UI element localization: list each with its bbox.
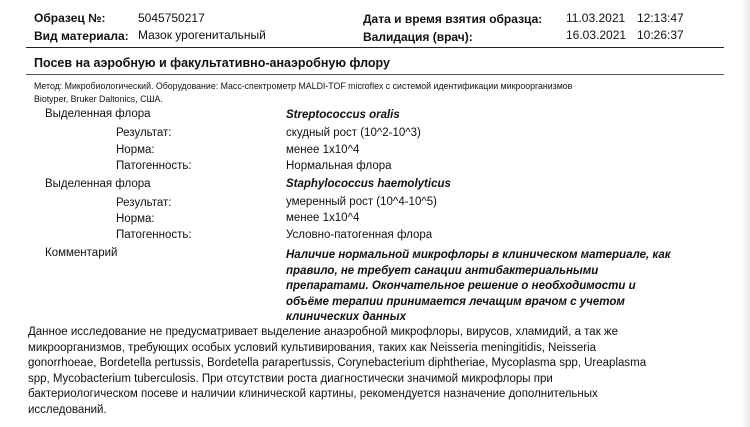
comment-line-3: препаратами. Окончательное решение о необходимости и: [286, 280, 636, 292]
flora-1-result-value: скудный рост (10^2-10^3): [286, 127, 421, 139]
note-line-2: микроорганизмов, требующих особых условий культивирования, таких как Neisseria meningitidis, Neisseria: [28, 341, 597, 354]
sample-number-value: 5045750217: [138, 11, 205, 25]
flora-1-result-label: Результат:: [116, 127, 172, 139]
material-type-value: Мазок урогенитальный: [138, 28, 266, 42]
comment-line-2: правило, не требует санации антибактериальными: [286, 264, 599, 277]
flora-2-norm-label: Норма:: [116, 213, 155, 225]
flora-1-organism: Streptococcus oralis: [286, 109, 400, 121]
note-line-3: gonorrhoeae, Bordetella pertussis, Bordetella parapertussis, Corynebacterium diphtheriae, Mycoplasma spp, Ureaplasma: [28, 357, 647, 370]
flora-2-pathogenicity-label: Патогенность:: [116, 229, 192, 241]
note-line-1: Данное исследование не предусматривает выделение анаэробной микрофлоры, вирусов, хламидий, а так же: [28, 326, 619, 338]
section-title: Посев на аэробную и факультативно-анаэробную флору: [34, 56, 390, 70]
sample-time-value: 12:13:47: [637, 11, 684, 25]
validation-time-value: 10:26:37: [637, 28, 684, 42]
comment-line-1: Наличие нормальной микрофлоры в клиническом материале, как: [286, 249, 671, 261]
validation-date-value: 16.03.2021: [566, 28, 627, 42]
method-line-1: Метод: Микробиологический. Оборудование: Масс-спектрометр MALDI-TOF microflex с системой идентификации микроорганизмов: [34, 81, 573, 91]
note-line-4: spp, Mycobacterium tuberculosis. При отсутствии роста диагностически значимой микрофлоры при: [28, 372, 553, 385]
header-divider: [26, 47, 724, 48]
method-line-2: Biotyper, Bruker Daltonics, США.: [34, 94, 163, 104]
flora-2-result-label: Результат:: [116, 197, 172, 209]
sample-number-label: Образец №:: [34, 11, 106, 25]
comment-label: Комментарий: [45, 247, 118, 259]
note-line-6: исследований.: [28, 404, 107, 416]
note-line-5: бактериологическом посеве и наличии клинической картины, рекомендуется назначение дополнительных: [28, 388, 598, 401]
validation-label: Валидация (врач):: [363, 30, 473, 44]
flora-2-label: Выделенная флора: [45, 178, 151, 190]
flora-1-pathogenicity-label: Патогенность:: [116, 160, 192, 172]
comment-line-5: клинических данных: [286, 311, 406, 323]
flora-2-pathogenicity-value: Условно-патогенная флора: [286, 229, 433, 241]
flora-1-norm-label: Норма:: [116, 144, 155, 156]
material-type-label: Вид материала:: [34, 29, 129, 43]
flora-2-norm-value: менее 1х10^4: [286, 212, 360, 224]
flora-1-pathogenicity-value: Нормальная флора: [286, 160, 392, 172]
section-divider: [26, 74, 724, 75]
sample-datetime-label: Дата и время взятия образца:: [363, 12, 543, 26]
flora-1-norm-value: менее 1х10^4: [286, 144, 360, 156]
sample-date-value: 11.03.2021: [566, 11, 626, 25]
flora-1-label: Выделенная флора: [45, 108, 151, 120]
flora-2-organism: Staphylococcus haemolyticus: [286, 178, 451, 190]
flora-2-result-value: умеренный рост (10^4-10^5): [286, 196, 437, 208]
page-edge-shadow: [740, 0, 750, 427]
comment-line-4: объёме терапии принимается лечащим врачом с учетом: [286, 295, 625, 308]
